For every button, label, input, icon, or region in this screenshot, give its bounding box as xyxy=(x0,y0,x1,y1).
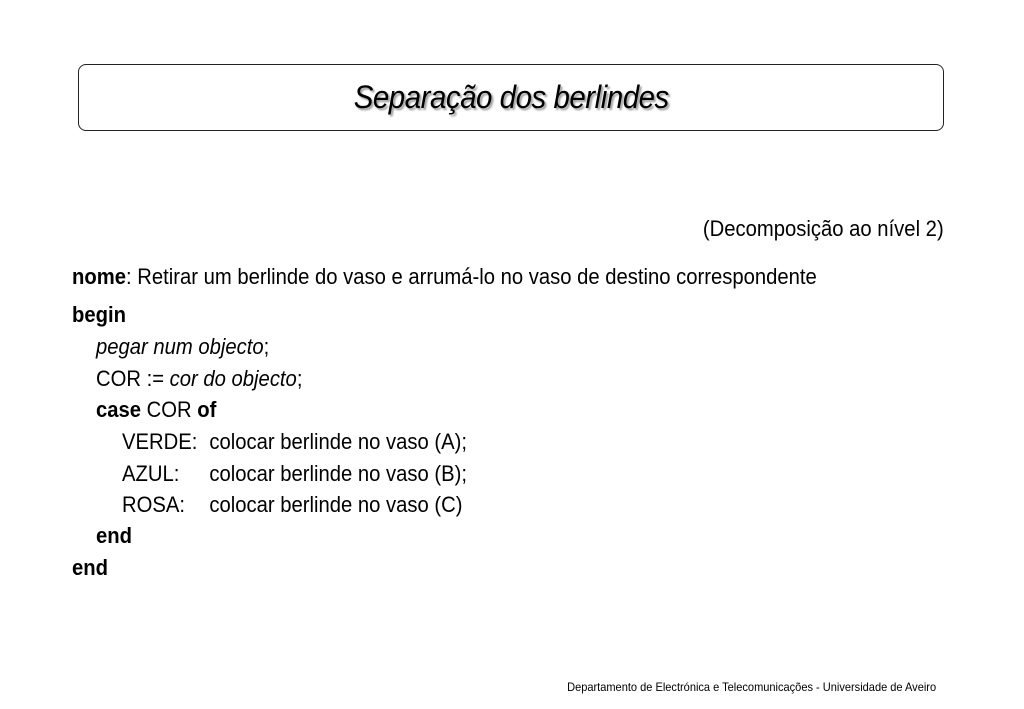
code-line-case xyxy=(96,397,216,423)
semicolon: ; xyxy=(263,334,270,359)
code-line-get-object xyxy=(96,334,269,360)
cor-of-object: cor do objecto xyxy=(169,366,297,391)
case-action: colocar berlinde no vaso (A); xyxy=(209,429,468,454)
case-branch xyxy=(122,429,467,455)
name-line xyxy=(72,264,817,290)
case-label: VERDE: xyxy=(122,429,198,454)
semicolon: ; xyxy=(296,366,303,391)
case-branch xyxy=(122,492,463,518)
case-action: colocar berlinde no vaso (C) xyxy=(209,492,463,517)
case-action: colocar berlinde no vaso (B); xyxy=(209,461,468,486)
title-box xyxy=(78,64,944,131)
of-keyword: of xyxy=(197,397,217,422)
case-label: AZUL: xyxy=(122,461,180,486)
case-variable: COR xyxy=(141,397,198,422)
name-keyword: nome xyxy=(72,264,126,289)
get-object-statement: pegar num objecto xyxy=(96,334,264,359)
page-title: Separação dos berlindes xyxy=(353,79,669,115)
begin-keyword: begin xyxy=(72,302,126,327)
case-keyword: case xyxy=(96,397,142,422)
level-note: (Decomposição ao nível 2) xyxy=(703,216,944,241)
name-description: : Retirar um berlinde do vaso e arrumá-lo no vaso de destino correspondente xyxy=(125,264,817,289)
cor-assign-prefix: COR := xyxy=(96,366,170,391)
code-line-cor-assign xyxy=(96,366,302,392)
end-inner-keyword: end xyxy=(96,523,132,548)
case-branch xyxy=(122,461,467,487)
case-label: ROSA: xyxy=(122,492,185,517)
footer-text: Departamento de Electrónica e Telecomunicações - Universidade de Aveiro xyxy=(566,680,936,694)
end-outer-keyword: end xyxy=(72,555,108,580)
